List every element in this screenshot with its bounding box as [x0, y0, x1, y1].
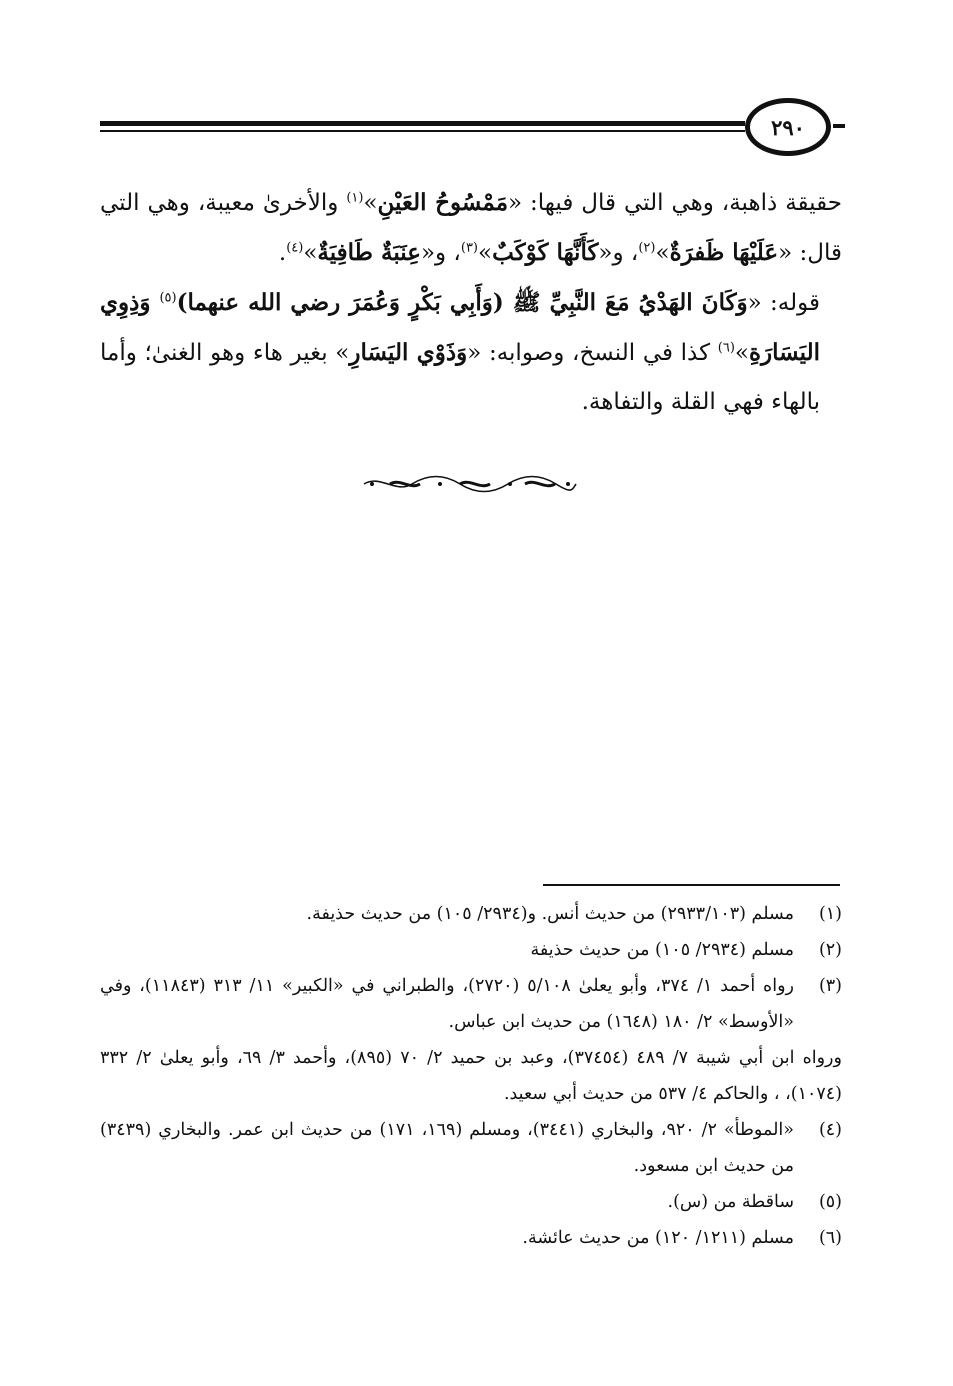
- footnote-4: [100, 1112, 842, 1184]
- footnote-ref[interactable]: (٤): [286, 240, 304, 256]
- header-rule-thick: [100, 121, 745, 126]
- quote-run: عَلَيْهَا ظَفرَةٌ: [669, 239, 779, 266]
- footnote-3: [100, 968, 842, 1040]
- page-number: ٢٩٠: [745, 98, 831, 156]
- footnote-1: [100, 896, 842, 932]
- text-run: »: [655, 240, 670, 266]
- text-run: ، و«: [598, 240, 639, 266]
- paragraph-1: [100, 178, 842, 278]
- header-rule-stub: [833, 124, 845, 128]
- text-run: قوله: «: [747, 290, 820, 316]
- text-run: .: [278, 240, 287, 266]
- footnote-text: مسلم (٢٩٣٣/١٠٣) من حديث أنس. و(٢٩٣٤/ ١٠٥) من حديث حذيفة.: [306, 904, 794, 924]
- footnote-text: مسلم (١٢١١/ ١٢٠) من حديث عائشة.: [522, 1228, 794, 1248]
- footnote-text: ساقطة من (س).: [667, 1192, 794, 1212]
- footnote-number: (٥): [818, 1192, 842, 1212]
- paragraph-2: [100, 278, 842, 427]
- footnote-text: «الموطأ» ٢/ ٩٢٠، والبخاري (٣٤٤١)، ومسلم (١٦٩، ١٧١) من حديث ابن عمر. والبخاري (٣٤٣٩) من حديث ابن مسعود.: [100, 1120, 794, 1176]
- footnote-text: مسلم (٢٩٣٤/ ١٠٥) من حديث حذيفة: [530, 940, 794, 960]
- header-rule-thin: [100, 130, 745, 132]
- text-run: »: [363, 190, 378, 216]
- footnote-text: رواه أحمد ١/ ٣٧٤، وأبو يعلىٰ ٥/١٠٨ (٢٧٢٠)، والطبراني في «الكبير» ١١/ ٣١٣ (١١٨٤٣)، وفي «الأوسط» ٢/ ١٨٠ (١٦٤٨) من حديث ابن عباس.: [100, 976, 794, 1032]
- ornament-divider-icon: [360, 472, 580, 496]
- footnote-3-continuation: ورواه ابن أبي شيبة ٧/ ٤٨٩ (٣٧٤٥٤)، وعبد بن حميد ٢/ ٧٠ (٨٩٥)، وأحمد ٣/ ٦٩، وأبو يعلىٰ ٢/ ٣٣٢ (١٠٧٤)، ، والحاكم ٤/ ٥٣٧ من حديث أبي سعيد.: [100, 1048, 842, 1104]
- quote-run: وَذَوْي اليَسَارِ: [349, 339, 468, 366]
- quote-run: وَكَانَ الهَدْيُ مَعَ النَّبِيِّ ﷺ (وَأَبِي بَكْرٍ وَعُمَرَ رضي الله عنهما): [176, 289, 748, 316]
- text-run: كذا في النسخ، وصوابه: «: [467, 340, 718, 366]
- page-header: [100, 100, 845, 160]
- footnote-ref[interactable]: (٢): [638, 240, 656, 256]
- footnote-2: [100, 932, 842, 968]
- footnote-ref[interactable]: (٣): [460, 240, 478, 256]
- text-run: » بغير هاء وهو الغنىٰ؛ وأما بالهاء فهي القلة والتفاهة.: [100, 340, 820, 415]
- quote-run: عِنَبَةٌ طَافِيَةٌ: [317, 239, 421, 266]
- footnote-5: [100, 1184, 842, 1220]
- footnote-separator: [543, 884, 840, 886]
- footnote-6: [100, 1220, 842, 1256]
- footnote-number: (٦): [818, 1228, 842, 1248]
- text-run: »: [303, 240, 318, 266]
- footnotes: [100, 896, 842, 1256]
- text-run: »: [478, 240, 493, 266]
- footnote-number: (١): [818, 904, 842, 924]
- quote-run: مَمْسُوحُ العَيْنِ: [377, 189, 509, 216]
- footnote-number: (٢): [818, 940, 842, 960]
- quote-run: وَذِوِي اليَسَارَةِ: [100, 289, 820, 366]
- footnote-number: (٤): [818, 1120, 842, 1140]
- footnote-ref[interactable]: (١): [346, 190, 364, 206]
- text-run: حقيقة ذاهبة، وهي التي قال فيها: «: [508, 190, 842, 216]
- text-run: والأخرىٰ معيبة، وهي التي قال: «: [100, 190, 842, 266]
- main-text: [100, 178, 842, 427]
- footnote-ref[interactable]: (٥): [159, 290, 177, 306]
- quote-run: كَأَنَّهَا كَوْكَبٌ: [492, 239, 599, 266]
- text-run: »: [734, 340, 749, 366]
- footnote-ref[interactable]: (٦): [717, 340, 735, 356]
- footnote-number: (٣): [818, 976, 842, 996]
- text-run: ، و«: [420, 240, 461, 266]
